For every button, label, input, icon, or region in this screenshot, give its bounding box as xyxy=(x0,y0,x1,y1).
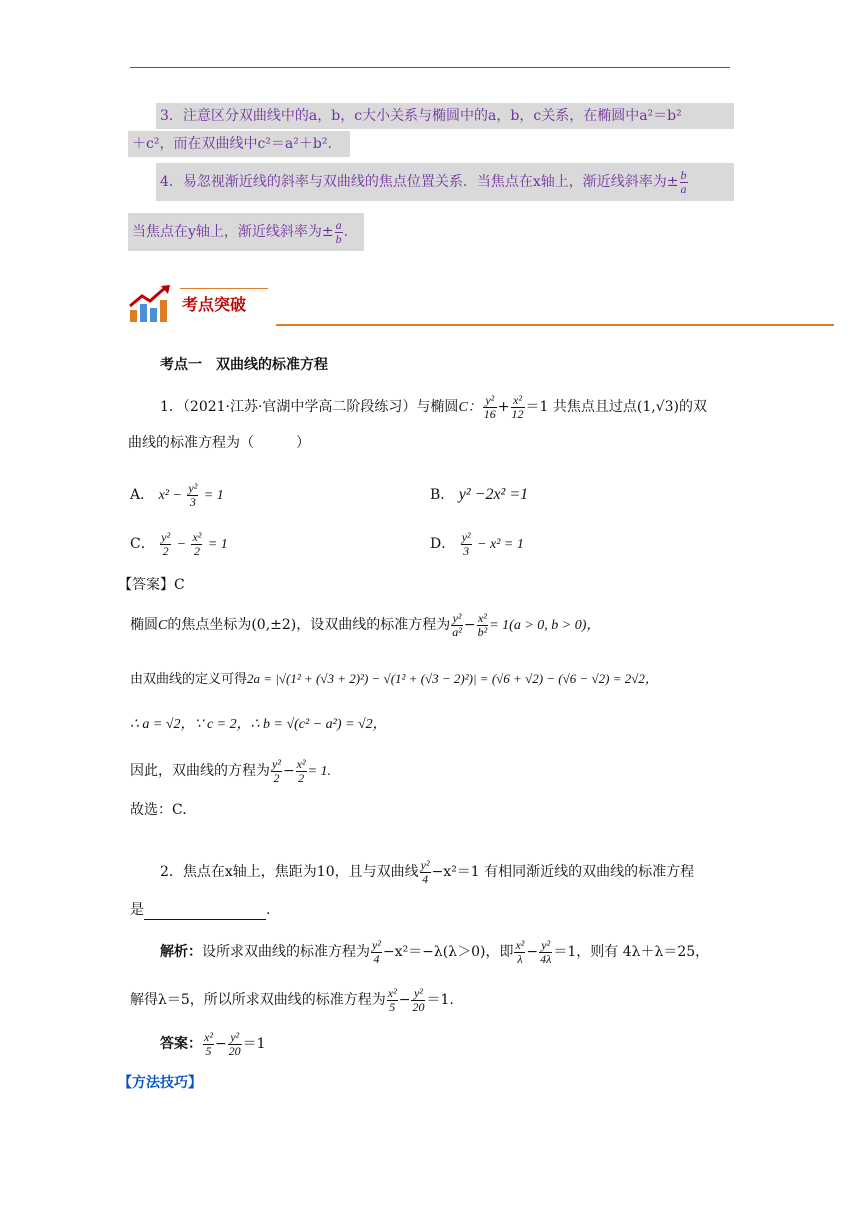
q2-analysis-line-1: 解析：设所求双曲线的标准方程为 $\frac{\text{y²}}{4}$ −x²＝−λ(λ＞0)，即 $\frac{\text{x²}}{\lambda}$ − $\frac{\text{y²}}{4\lambda}$ ＝1，则有 4λ＋λ＝25， xyxy=(160,937,710,966)
tip-4-line-2: 当焦点在y轴上，渐近线斜率为± $\frac{a}{b}$ . xyxy=(128,213,364,251)
header-rule xyxy=(130,67,730,68)
q1-option-c: C． $\frac{\text{y²}}{2}$ − $\frac{\text{x²}}{2}$ = 1 xyxy=(130,529,228,558)
tip-3-line-2 xyxy=(128,131,350,157)
q1-answer: 【答案】C xyxy=(118,577,185,593)
tip-4-text-2: 当焦点在y轴上，渐近线斜率为± xyxy=(132,224,334,240)
tip-4-line-1 xyxy=(156,163,734,201)
q1-solution-line-2: 由双曲线的定义可得2a = |√(1² + (√3 + 2)²) − √(1² + (√3 − 2)²)| = (√6 + √2) − (√6 − √2) = 2√2， xyxy=(130,671,658,687)
q1-point: (1,√3) xyxy=(636,399,679,415)
tip-3-text-2: ＋c²，而在双曲线中c²＝a²＋b². xyxy=(132,136,332,152)
q1-stem-line-1: 1．（2021·江苏·官湖中学高二阶段练习）与椭圆C： $\frac{\text{y²}}{16}$ + $\frac{\text{x²}}{12}$ ＝1 共焦点且过点(1,√3)的双 xyxy=(160,392,707,421)
tip-4-fraction-a-over-b: $\frac{a}{b}$ xyxy=(335,217,342,246)
q2-stem-line-1: 2．焦点在x轴上，焦距为10，且与双曲线 $\frac{\text{y²}}{4}$ −x²＝1 有相同渐近线的双曲线的标准方程 xyxy=(160,857,695,886)
q1-ellipse-term-y: $\frac{\text{y²}}{16}$ xyxy=(483,392,496,421)
section-top-rule xyxy=(180,288,268,289)
q1-stem-line-2: 曲线的标准方程为（ ） xyxy=(128,435,310,451)
topic-heading: 考点一 双曲线的标准方程 xyxy=(160,357,328,373)
tip-4-text-1: 4．易忽视渐近线的斜率与双曲线的焦点位置关系．当焦点在x轴上，渐近线斜率为± xyxy=(160,174,679,190)
q1-solution-line-3: ∴ a = √2，∵ c = 2，∴ b = √(c² − a²) = √2， xyxy=(130,717,387,732)
q1-solution-line-5: 故选：C. xyxy=(130,802,187,818)
q2-stem-line-2: 是 . xyxy=(130,902,271,918)
tip-4-fraction-b-over-a: $\frac{b}{a}$ xyxy=(680,167,687,196)
tip-3-text-1: 3．注意区分双曲线中的a，b，c大小关系与椭圆中的a，b，c关系，在椭圆中a²＝b² xyxy=(160,108,682,124)
q1-option-b: B． y² −2x² =1 xyxy=(430,486,529,503)
tip-3-line-1 xyxy=(156,103,734,129)
methods-label: 【方法技巧】 xyxy=(118,1075,202,1091)
growth-chart-icon xyxy=(128,284,176,324)
q2-analysis-line-2: 解得λ＝5，所以所求双曲线的标准方程为 $\frac{\text{x²}}{5}$ − $\frac{\text{y²}}{20}$ ＝1. xyxy=(130,985,454,1014)
q1-solution-line-4: 因此，双曲线的方程为 $\frac{\text{y²}}{2}$ − $\frac{\text{x²}}{2}$ = 1. xyxy=(130,756,332,785)
section-rule xyxy=(276,324,834,326)
q1-option-a: A． x² − $\frac{\text{y²}}{3}$ = 1 xyxy=(130,480,224,509)
q2-answer: 答案： $\frac{\text{x²}}{5}$ − $\frac{\text{y²}}{20}$ ＝1 xyxy=(160,1029,266,1058)
q1-option-d: D． $\frac{\text{y²}}{3}$ − x² = 1 xyxy=(430,529,524,558)
q1-solution-line-1: 椭圆C的焦点坐标为(0,±2)，设双曲线的标准方程为 $\frac{\text{y²}}{\text{a²}}$ − $\frac{\text{x²}}{\text{b²}}$ = 1(a > 0, b > 0)， xyxy=(130,610,601,639)
q1-ellipse-term-x: $\frac{\text{x²}}{12}$ xyxy=(511,392,524,421)
q2-answer-blank xyxy=(144,905,266,920)
section-title: 考点突破 xyxy=(182,295,247,314)
section-header xyxy=(128,284,834,328)
